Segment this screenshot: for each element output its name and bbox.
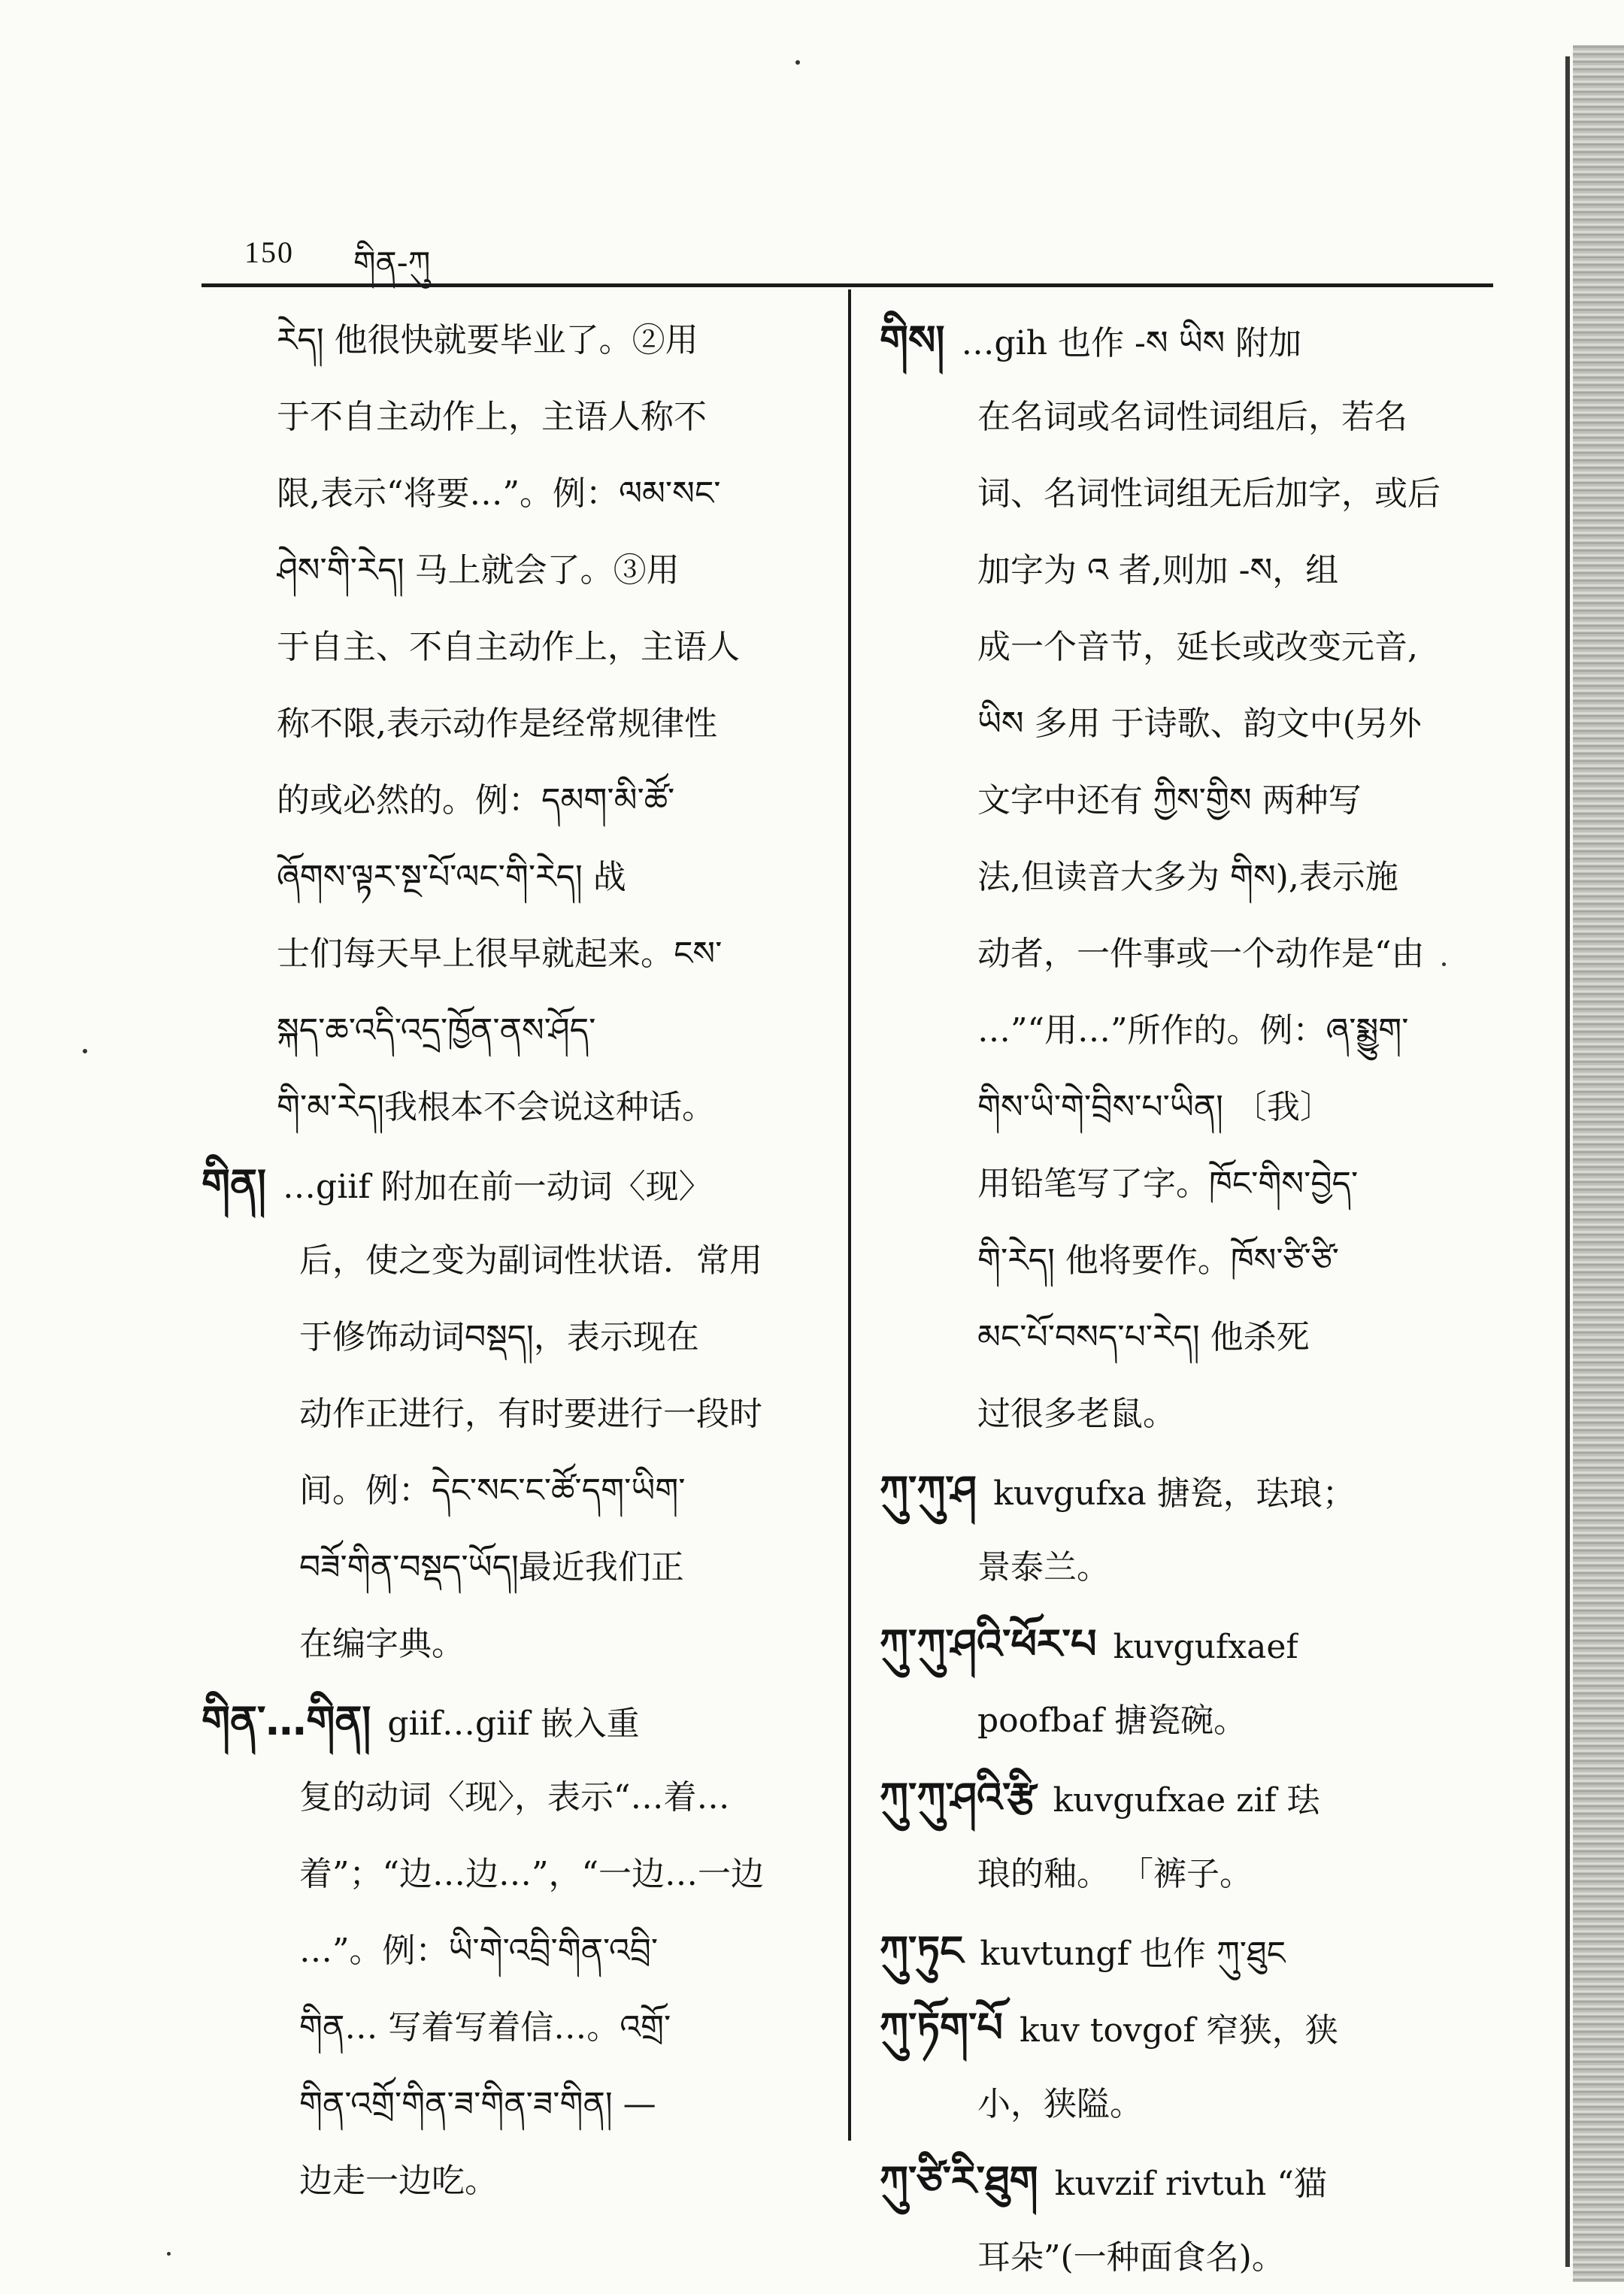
headword: ཀུ་ཀུ་ཤའི་ཕོར་པ bbox=[880, 1620, 1097, 1668]
entry-text: 词、名词性词组无后加字，或后 bbox=[977, 474, 1441, 513]
entry-text: kuvtungf 也作 ཀུ་ཐུང bbox=[980, 1935, 1286, 1973]
entry-text-line bbox=[977, 1532, 1110, 1604]
entry-text-line bbox=[977, 1225, 1339, 1297]
entry-text-line bbox=[277, 765, 674, 837]
column-divider bbox=[848, 289, 851, 2141]
entry-text-line bbox=[277, 918, 722, 990]
entry-text-line bbox=[977, 765, 1362, 837]
book-binding-edge bbox=[1573, 45, 1624, 2282]
entry-text: 动者，一件事或一个动作是“由 bbox=[977, 935, 1425, 973]
entry-text: རེད། 他很快就要毕业了。②用 bbox=[277, 321, 698, 359]
entry-text: 于修饰动词བསྡད།，表示现在 bbox=[299, 1318, 699, 1356]
entry-text-line bbox=[977, 1148, 1358, 1220]
headword: ཀུ་ཀུ་ཤ bbox=[880, 1467, 977, 1514]
entry-head-line bbox=[880, 1455, 1356, 1527]
entry-text: kuvzif rivtuh “猫 bbox=[1054, 2165, 1327, 2203]
entry-text: …”。例：ཡི་གེ་འབྲི་གིན་འབྲི་ bbox=[299, 1932, 659, 1970]
running-head: གིན-ཀུ bbox=[353, 244, 431, 281]
entry-head-line bbox=[880, 2145, 1327, 2217]
entry-text: poofbaf 搪瓷碗。 bbox=[977, 1702, 1247, 1740]
entry-text-line bbox=[299, 1838, 764, 1911]
entry-text: 边走一边吃。 bbox=[299, 2162, 498, 2200]
entry-text-line bbox=[277, 458, 721, 530]
entry-text: 加字为 འ 者,则加 -ས，组 bbox=[977, 551, 1339, 589]
entry-text: 景泰兰。 bbox=[977, 1548, 1110, 1586]
entry-text: 士们每天早上很早就起来。ངས་ bbox=[277, 935, 723, 973]
headword: གིས། bbox=[880, 317, 945, 364]
entry-text-line bbox=[299, 1608, 465, 1680]
entry-text: 着”；“边…边…”，“一边…一边 bbox=[299, 1855, 764, 1893]
entry-text: 间。例：དེང་སང་ང་ཚོ་དག་ཡིག་ bbox=[299, 1471, 686, 1510]
entry-text-line bbox=[977, 841, 1398, 914]
entry-text: 复的动词〈现〉，表示“…着… bbox=[299, 1778, 730, 1817]
entry-text-line bbox=[977, 1685, 1247, 1757]
entry-text-line bbox=[977, 381, 1407, 453]
entry-text: 法,但读音大多为 གིས),表示施 bbox=[977, 858, 1398, 896]
entry-text-line bbox=[299, 1915, 658, 1987]
entry-text-line bbox=[277, 688, 717, 760]
entry-text-line bbox=[977, 1378, 1176, 1450]
entry-text-line bbox=[977, 2222, 1285, 2294]
entry-text-line bbox=[277, 535, 680, 607]
entry-text: 的或必然的。例：དམག་མི་ཚོ་ bbox=[277, 781, 675, 820]
entry-text: giif…giif 嵌入重 bbox=[387, 1705, 640, 1743]
entry-text: 称不限,表示动作是经常规律性 bbox=[277, 705, 717, 743]
entry-head-line bbox=[201, 1148, 712, 1220]
binding-shadow-line bbox=[1565, 56, 1570, 2267]
headword: གིན། bbox=[201, 1160, 267, 1208]
entry-text-line bbox=[277, 995, 595, 1067]
headword: ཀུ་ཙི་རི་ཐུག bbox=[880, 2157, 1038, 2205]
entry-text-line bbox=[299, 1225, 762, 1297]
entry-text: …gih 也作 -ས ཡིས 附加 bbox=[961, 324, 1302, 362]
entry-text: གི་རེད། 他将要作。ཁོས་ཙི་ཙི་ bbox=[977, 1241, 1340, 1280]
entry-text-line bbox=[977, 2068, 1143, 2141]
print-speck bbox=[1442, 962, 1446, 966]
entry-text-line bbox=[277, 1071, 715, 1144]
entry-text: བཟོ་གིན་བསྡད་ཡོད།最近我们正 bbox=[299, 1548, 684, 1586]
entry-head-line bbox=[880, 1608, 1298, 1680]
entry-text: 耳朵”(一种面食名)。 bbox=[977, 2238, 1285, 2277]
entry-text: 文字中还有 ཀྱིས་གྱིས 两种写 bbox=[977, 781, 1362, 820]
entry-text: གིན… 写着写着信…。འགྲོ་ bbox=[299, 2008, 671, 2047]
entry-text: མང་པོ་བསད་པ་རེད། 他杀死 bbox=[977, 1318, 1310, 1356]
entry-head-line bbox=[880, 1762, 1320, 1834]
entry-text: 后，使之变为副词性状语．常用 bbox=[299, 1241, 762, 1280]
entry-text: 成一个音节，延长或改变元音, bbox=[977, 628, 1418, 666]
entry-text: གི་མ་རེད།我根本不会说这种话。 bbox=[277, 1088, 715, 1126]
entry-text: ཞོགས་ལྟར་སྔ་པོ་ལང་གི་རེད། 战 bbox=[277, 858, 626, 896]
entry-text-line bbox=[977, 535, 1338, 607]
entry-head-line bbox=[880, 305, 1301, 377]
headword: ཀུ་ཏོག་པོ bbox=[880, 2004, 1003, 2051]
entry-text: 在编字典。 bbox=[299, 1625, 465, 1663]
entry-text-line bbox=[977, 995, 1408, 1067]
entry-text: 于自主、不自主动作上，主语人 bbox=[277, 628, 740, 666]
entry-text: སྐད་ཆ་འདི་འདྲ་ཁྱོན་ནས་ཤོད་ bbox=[277, 1011, 596, 1050]
print-speck bbox=[167, 2252, 171, 2256]
entry-text-line bbox=[277, 381, 707, 453]
entry-text: ཤེས་གི་རེད། 马上就会了。③用 bbox=[277, 551, 680, 589]
entry-text-line bbox=[977, 611, 1418, 683]
entry-text-line bbox=[977, 1838, 1253, 1911]
headword: གིན་…གིན། bbox=[201, 1697, 371, 1744]
entry-text: 用铅笔写了字。ཁོང་གིས་བྱེད་ bbox=[977, 1165, 1359, 1203]
header-rule bbox=[201, 283, 1493, 287]
entry-text-line bbox=[299, 2068, 656, 2141]
entry-text-line bbox=[299, 1455, 685, 1527]
entry-text: kuvgufxa 搪瓷，珐琅； bbox=[993, 1474, 1356, 1513]
entry-text: གིན་འགྲོ་གིན་ཟ་གིན་ཟ་གིན། — bbox=[299, 2085, 656, 2123]
entry-text: kuvgufxaef bbox=[1113, 1628, 1298, 1666]
entry-head-line bbox=[201, 1685, 640, 1757]
headword: ཀུ་ཏུང bbox=[880, 1927, 964, 1974]
entry-text: 在名词或名词性词组后，若名 bbox=[977, 398, 1407, 436]
entry-text-line bbox=[299, 1532, 684, 1604]
headword: ཀུ་ཀུ་ཤའི་རྩི bbox=[880, 1774, 1037, 1821]
entry-text: …giif 附加在前一动词〈现〉 bbox=[283, 1168, 712, 1206]
entry-text-line bbox=[299, 2145, 498, 2217]
entry-text-line bbox=[299, 1378, 762, 1450]
entry-text: གིས་ཡི་གེ་བྲིས་པ་ཡིན། 〔我〕 bbox=[977, 1088, 1333, 1126]
entry-text-line bbox=[977, 458, 1441, 530]
entry-text: 琅的釉。 「裤子。 bbox=[977, 1855, 1253, 1893]
entry-text-line bbox=[299, 1992, 671, 2064]
print-speck bbox=[795, 60, 800, 65]
entry-text: ཡིས 多用 于诗歌、韵文中(另外 bbox=[977, 705, 1422, 743]
entry-text-line bbox=[277, 305, 698, 377]
entry-text: kuvgufxae zif 珐 bbox=[1053, 1781, 1320, 1820]
entry-text: kuv tovgof 窄狭，狭 bbox=[1020, 2011, 1338, 2050]
entry-text-line bbox=[299, 1302, 699, 1374]
entry-text: 过很多老鼠。 bbox=[977, 1395, 1176, 1433]
entry-text: 于不自主动作上，主语人称不 bbox=[277, 398, 707, 436]
entry-text-line bbox=[977, 918, 1425, 990]
entry-text-line bbox=[277, 841, 626, 914]
print-speck bbox=[83, 1049, 87, 1053]
entry-text-line bbox=[977, 688, 1422, 760]
entry-text: 限,表示“将要…”。例：ལམ་སང་ bbox=[277, 474, 721, 513]
entry-text-line bbox=[299, 1762, 730, 1834]
entry-text: 小，狭隘。 bbox=[977, 2085, 1143, 2123]
entry-text-line bbox=[977, 1071, 1333, 1144]
entry-text-line bbox=[277, 611, 740, 683]
entry-text: 动作正进行，有时要进行一段时 bbox=[299, 1395, 762, 1433]
entry-head-line bbox=[880, 1992, 1338, 2064]
page-number: 150 bbox=[244, 235, 294, 269]
entry-text: …”“用…”所作的。例：ཞ་སྨྱུག་ bbox=[977, 1011, 1409, 1050]
entry-head-line bbox=[880, 1915, 1286, 1987]
entry-text-line bbox=[977, 1302, 1310, 1374]
